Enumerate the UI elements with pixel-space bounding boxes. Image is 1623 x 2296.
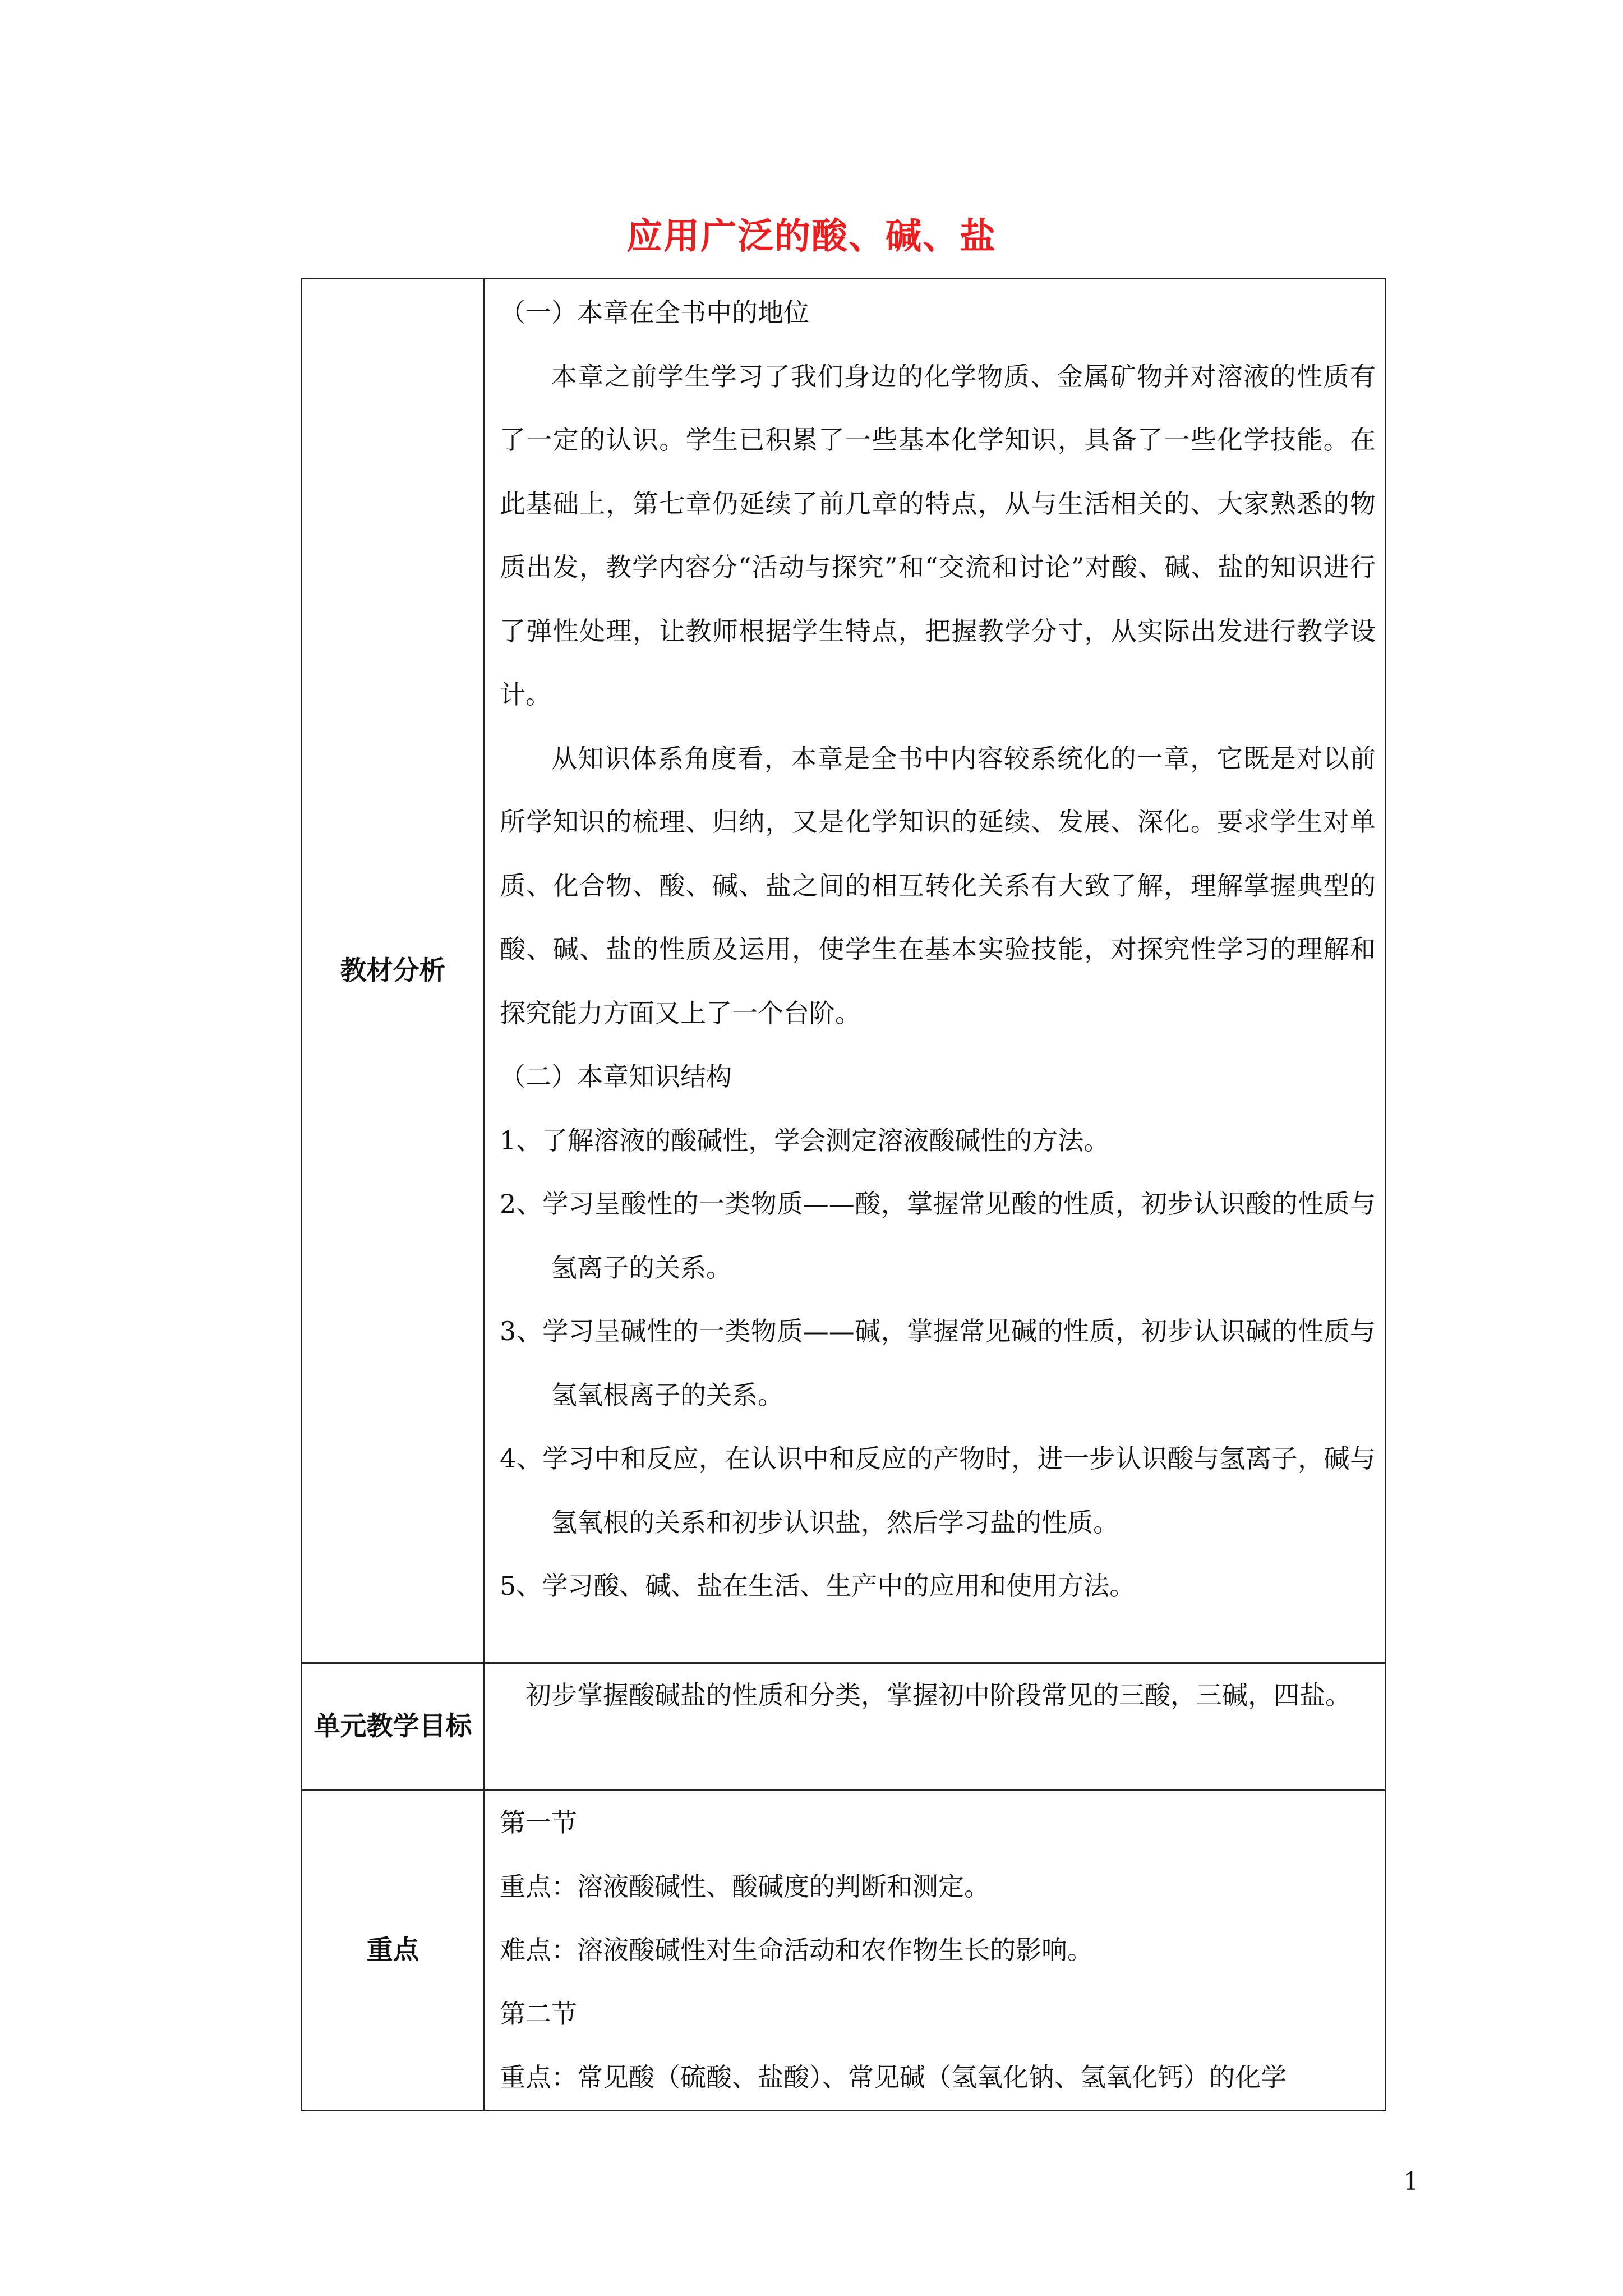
section-line: 重点：常见酸（硫酸、盐酸）、常见碱（氢氧化钠、氢氧化钙）的化学 <box>500 2062 1287 2092</box>
row-label-text: 教材分析 <box>340 955 446 986</box>
document-title: 应用广泛的酸、碱、盐 <box>626 215 997 257</box>
section-line: 第二节 <box>500 1998 577 2029</box>
section-line: 重点：溶液酸碱性、酸碱度的判断和测定。 <box>500 1871 990 1902</box>
row-content-material-analysis <box>485 279 1386 1663</box>
table-row-material-analysis <box>302 279 1386 1663</box>
row-content-key-points <box>485 1791 1386 2111</box>
list-item: 1、了解溶液的酸碱性，学会测定溶液酸碱性的方法。 <box>500 1125 1110 1156</box>
table-row-unit-goals <box>302 1663 1386 1791</box>
unit-goals-text: 初步掌握酸碱盐的性质和分类，掌握初中阶段常见的三酸，三碱，四盐。 <box>525 1680 1351 1710</box>
row-label-text: 重点 <box>366 1935 419 1966</box>
section-line: 难点：溶液酸碱性对生命活动和农作物生长的影响。 <box>500 1935 1093 1965</box>
list-item: 3、学习呈碱性的一类物质——碱，掌握常见碱的性质，初步认识碱的性质与氢氧根离子的关系。 <box>500 1316 1376 1410</box>
row-label-material-analysis <box>302 279 485 1663</box>
table-row-key-points <box>302 1791 1386 2111</box>
row-label-key-points <box>302 1791 485 2111</box>
list-item: 4、学习中和反应，在认识中和反应的产物时，进一步认识酸与氢离子，碱与氢氧根的关系和初步认识盐，然后学习盐的性质。 <box>500 1443 1376 1538</box>
section-heading-position: （一）本章在全书中的地位 <box>500 297 809 328</box>
lesson-plan-table <box>301 278 1386 2111</box>
row-label-unit-goals <box>302 1663 485 1791</box>
row-label-text: 单元教学目标 <box>313 1711 472 1742</box>
list-item: 5、学习酸、碱、盐在生活、生产中的应用和使用方法。 <box>500 1571 1136 1601</box>
page-number: 1 <box>1403 2168 1419 2196</box>
paragraph-position-2: 从知识体系角度看，本章是全书中内容较系统化的一章，它既是对以前所学知识的梳理、归纳，又是化学知识的延续、发展、深化。要求学生对单质、化合物、酸、碱、盐之间的相互转化关系有大致了解，理解掌握典型的酸、碱、盐的性质及运用，使学生在基本实验技能，对探究性学习的理解和探究能力方面又上了一个台阶。 <box>500 743 1376 1028</box>
section-heading-structure: （二）本章知识结构 <box>500 1061 732 1092</box>
row-content-unit-goals <box>485 1663 1386 1791</box>
section-line: 第一节 <box>500 1807 577 1838</box>
list-item: 2、学习呈酸性的一类物质——酸，掌握常见酸的性质，初步认识酸的性质与氢离子的关系。 <box>500 1189 1376 1283</box>
paragraph-position-1: 本章之前学生学习了我们身边的化学物质、金属矿物并对溶液的性质有了一定的认识。学生已积累了一些基本化学知识，具备了一些化学技能。在此基础上，第七章仍延续了前几章的特点，从与生活相关的、大家熟悉的物质出发，教学内容分“活动与探究”和“交流和讨论”对酸、碱、盐的知识进行了弹性处理，让教师根据学生特点，把握教学分寸，从实际出发进行教学设计。 <box>500 361 1376 710</box>
